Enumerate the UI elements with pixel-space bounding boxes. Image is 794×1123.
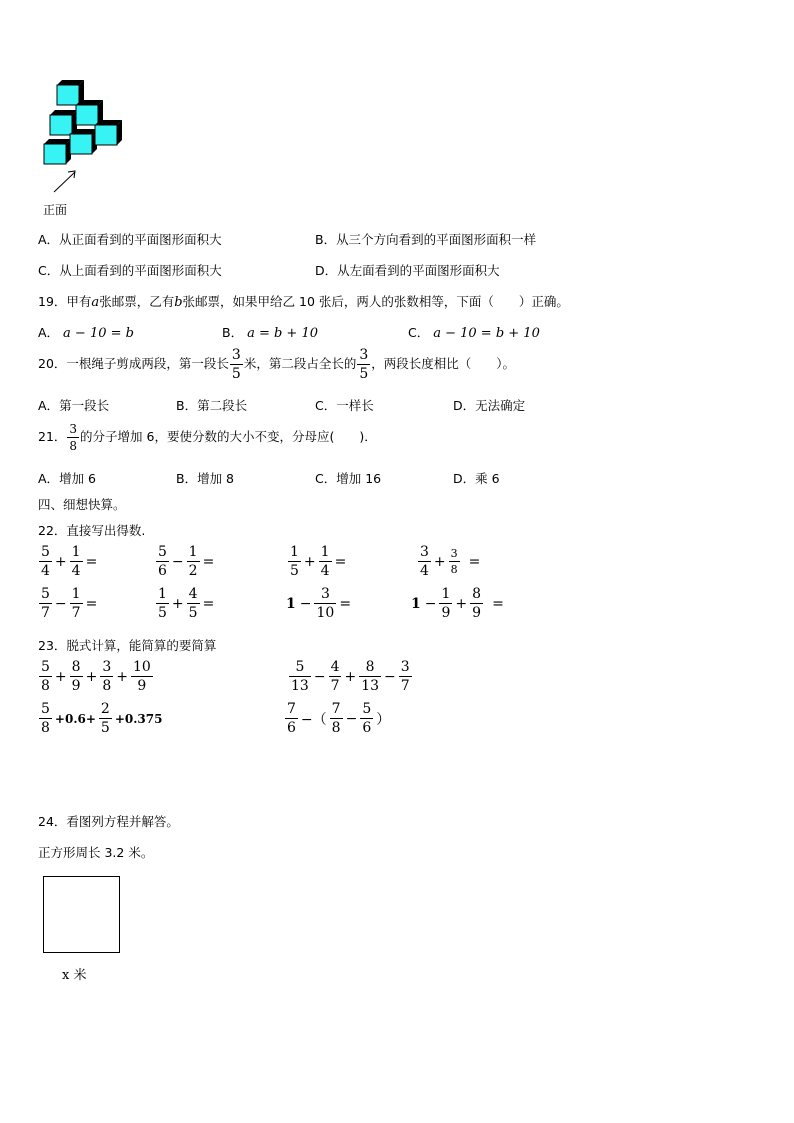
q22-item-8: 1 − $\frac{1}{9}$ + $\frac{8}{9}$ = (411, 586, 504, 621)
q20-option-a[interactable]: A．第一段长 (38, 398, 110, 413)
q18-option-a[interactable]: A．从正面看到的平面图形面积大 (38, 232, 222, 247)
q24-subtitle: 正方形周长 3.2 米。 (38, 845, 154, 860)
q23-expression-4: $\frac{7}{6}$ −（ $\frac{7}{8}$ − $\frac{5}{6}$ ） (287, 701, 391, 736)
q20-fraction-2: $\frac{3}{5}$ (359, 347, 369, 382)
q20-option-c[interactable]: C．一样长 (315, 398, 374, 413)
square-side-label: x 米 (62, 968, 87, 983)
q21-option-d[interactable]: D．乘 6 (453, 471, 500, 486)
square-figure (43, 876, 120, 953)
q18-option-b[interactable]: B．从三个方向看到的平面图形面积一样 (315, 232, 537, 247)
q22-item-5: $\frac{5}{7}$ − $\frac{1}{7}$ = (41, 586, 98, 621)
q23-expression-2: $\frac{5}{13}$ − $\frac{4}{7}$ + $\frac{8}{13}$ − $\frac{3}{7}$ (291, 659, 410, 694)
q22-item-4: $\frac{3}{4}$ + $\frac{3}{8}$ = (420, 544, 481, 579)
cube-stack-figure (38, 76, 138, 196)
q23-expression-1: $\frac{5}{8}$ + $\frac{8}{9}$ + $\frac{3}{8}$ + $\frac{10}{9}$ (41, 659, 151, 694)
q18-option-c[interactable]: C．从上面看到的平面图形面积大 (38, 263, 222, 278)
q20-option-b[interactable]: B．第二段长 (176, 398, 248, 413)
q18-option-d[interactable]: D．从左面看到的平面图形面积大 (315, 263, 500, 278)
q20-option-d[interactable]: D．无法确定 (453, 398, 526, 413)
q21-option-b[interactable]: B．增加 8 (176, 471, 235, 486)
q22-title: 22．直接写出得数. (38, 523, 146, 538)
q22-item-1: $\frac{5}{4}$ + $\frac{1}{4}$ = (41, 544, 98, 579)
q20-stem: 20．一根绳子剪成两段，第一段长 $\frac{3}{5}$ 米，第二段占全长的 $\frac{3}{5}$ ，两段长度相比（ ）。 (38, 347, 516, 382)
q20-fraction-1: $\frac{3}{5}$ (231, 347, 241, 382)
q21-fraction: $\frac{3}{8}$ (69, 422, 78, 453)
q24-title: 24．看图列方程并解答。 (38, 814, 179, 829)
q22-item-2: $\frac{5}{6}$ − $\frac{1}{2}$ = (158, 544, 215, 579)
q23-title: 23．脱式计算，能简算的要简算 (38, 638, 217, 653)
q22-item-7: 1 − $\frac{3}{10}$ = (286, 586, 352, 621)
q22-item-6: $\frac{1}{5}$ + $\frac{4}{5}$ = (158, 586, 215, 621)
figure-caption: 正面 (43, 203, 68, 217)
q22-item-3: $\frac{1}{5}$ + $\frac{1}{4}$ = (290, 544, 347, 579)
q21-option-a[interactable]: A．增加 6 (38, 471, 96, 486)
q19-option-c[interactable]: C． a − 10 = b + 10 (408, 325, 540, 341)
section-heading: 四、细想快算。 (38, 497, 126, 512)
q21-option-c[interactable]: C．增加 16 (315, 471, 382, 486)
q23-expression-3: $\frac{5}{8}$ +0.6+ $\frac{2}{5}$ +0.375 (41, 701, 163, 736)
q21-stem: 21． $\frac{3}{8}$ 的分子增加 6，要使分数的大小不变，分母应( )． (38, 422, 377, 453)
q19-option-b[interactable]: B． a = b + 10 (222, 325, 318, 341)
q19-stem: 19．甲有a张邮票，乙有b张邮票，如果甲给乙 10 张后，两人的张数相等，下面（ ）正确。 (38, 294, 569, 310)
q19-option-a[interactable]: A． a − 10 = b (38, 325, 134, 341)
